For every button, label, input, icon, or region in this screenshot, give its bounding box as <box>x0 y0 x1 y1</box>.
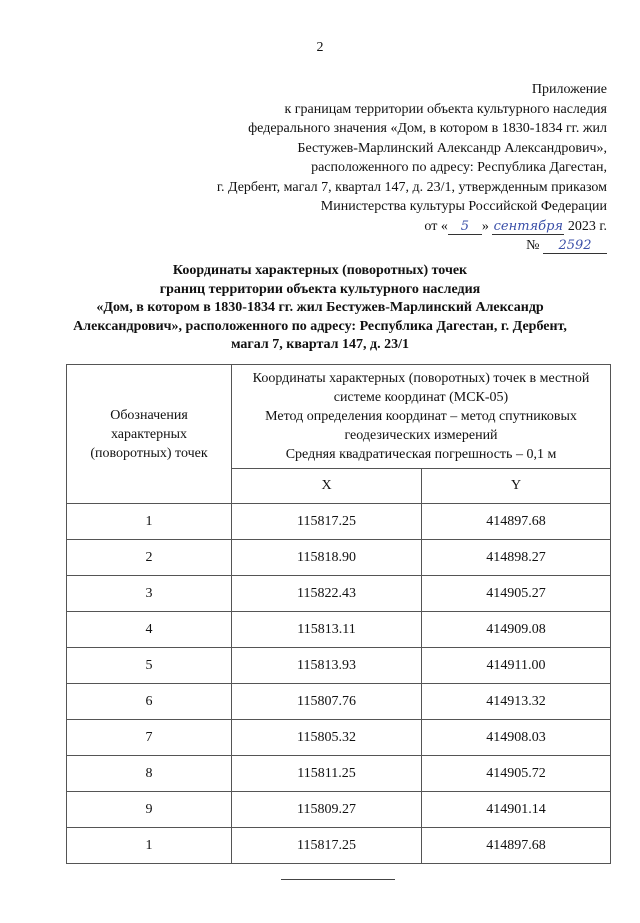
table-row <box>67 504 611 540</box>
date-mid: » <box>481 218 489 234</box>
table-row <box>67 648 611 684</box>
y-cell: 414905.27 <box>422 576 611 612</box>
header-line: Средняя квадратическая погрешность – 0,1 м <box>285 447 557 462</box>
appendix-line: Министерства культуры Российской Федерации <box>320 199 607 214</box>
handwritten-day: 5 <box>448 219 482 235</box>
x-cell: 115809.27 <box>232 792 422 828</box>
point-cell: 6 <box>67 684 232 720</box>
appendix-line: г. Дербент, магал 7, квартал 147, д. 23/1, утвержденным приказом <box>216 179 607 195</box>
coordinates-header <box>232 365 611 469</box>
x-cell: 115805.32 <box>232 720 422 756</box>
point-cell: 8 <box>67 756 232 792</box>
handwritten-number: 2592 <box>543 238 607 254</box>
appendix-block <box>137 80 607 256</box>
table-row <box>67 684 611 720</box>
y-cell: 414909.08 <box>422 612 611 648</box>
point-cell: 9 <box>67 792 232 828</box>
document-title <box>40 262 600 355</box>
appendix-line: федерального значения «Дом, в котором в 1830-1834 гг. жил <box>248 121 607 136</box>
x-cell: 115817.25 <box>232 828 422 864</box>
y-cell: 414911.00 <box>422 648 611 684</box>
appendix-line: к границам территории объекта культурного наследия <box>284 101 607 117</box>
x-cell: 115817.25 <box>232 504 422 540</box>
points-header <box>67 365 232 504</box>
y-cell: 414897.68 <box>422 504 611 540</box>
point-cell: 1 <box>67 828 232 864</box>
x-column-header: X <box>232 469 422 504</box>
header-line: Метод определения координат – метод спутниковых <box>265 409 577 424</box>
table-row <box>67 612 611 648</box>
title-line: границ территории объекта культурного наследия <box>159 281 481 297</box>
appendix-line: Приложение <box>531 82 607 97</box>
y-cell: 414901.14 <box>422 792 611 828</box>
table-row <box>67 756 611 792</box>
x-cell: 115811.25 <box>232 756 422 792</box>
table-row <box>67 720 611 756</box>
point-cell: 3 <box>67 576 232 612</box>
y-cell: 414905.72 <box>422 756 611 792</box>
number-prefix: № <box>526 238 540 253</box>
x-cell: 115818.90 <box>232 540 422 576</box>
header-line: геодезических измерений <box>344 428 498 443</box>
date-prefix: от « <box>424 218 448 234</box>
x-cell: 115807.76 <box>232 684 422 720</box>
x-cell: 115822.43 <box>232 576 422 612</box>
point-cell: 2 <box>67 540 232 576</box>
handwritten-month: сентября <box>493 218 563 234</box>
page-number: 2 <box>316 40 324 55</box>
title-line: «Дом, в котором в 1830-1834 гг. жил Бестужев-Марлинский Александр <box>96 300 544 315</box>
date-year: 2023 г. <box>567 218 607 234</box>
header-line: (поворотных) точек <box>90 445 208 461</box>
header-line: Координаты характерных (поворотных) точек в местной <box>252 371 590 386</box>
y-cell: 414908.03 <box>422 720 611 756</box>
appendix-line: Бестужев-Марлинский Александр Александрович», <box>297 140 607 156</box>
point-cell: 1 <box>67 504 232 540</box>
header-line: Обозначения <box>110 407 188 423</box>
y-cell: 414913.32 <box>422 684 611 720</box>
title-line: магал 7, квартал 147, д. 23/1 <box>230 337 409 352</box>
table-row <box>67 828 611 864</box>
title-line: Координаты характерных (поворотных) точек <box>172 263 468 278</box>
table-row <box>67 576 611 612</box>
table-row <box>67 540 611 576</box>
x-cell: 115813.93 <box>232 648 422 684</box>
order-number <box>137 236 607 256</box>
order-date <box>137 217 607 237</box>
appendix-line: расположенного по адресу: Республика Дагестан, <box>311 160 607 175</box>
table-header-row <box>67 365 611 469</box>
y-column-header: Y <box>422 469 611 504</box>
title-line: Александрович», расположенного по адресу: Республика Дагестан, г. Дербент, <box>73 318 567 334</box>
coordinates-table <box>66 364 611 864</box>
point-cell: 4 <box>67 612 232 648</box>
y-cell: 414898.27 <box>422 540 611 576</box>
point-cell: 7 <box>67 720 232 756</box>
y-cell: 414897.68 <box>422 828 611 864</box>
point-cell: 5 <box>67 648 232 684</box>
x-cell: 115813.11 <box>232 612 422 648</box>
header-line: характерных <box>110 426 188 442</box>
footer-divider <box>281 879 395 880</box>
table-row <box>67 792 611 828</box>
header-line: системе координат (МСК-05) <box>333 390 509 405</box>
